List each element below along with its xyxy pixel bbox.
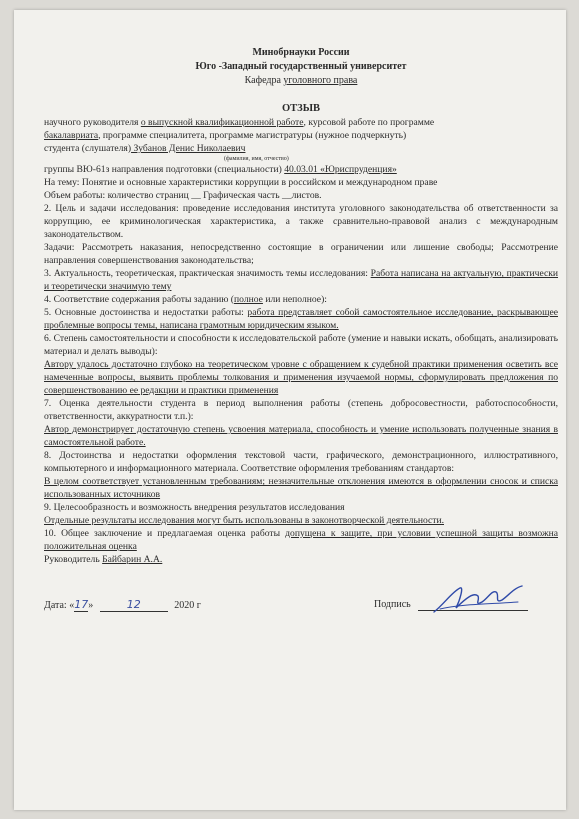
signature-label: Подпись bbox=[374, 599, 411, 610]
date-signature-row bbox=[44, 576, 558, 616]
university-heading: Юго -Западный государственный университет bbox=[195, 61, 407, 72]
student-name-note: (фамилия, имя, отчество) bbox=[224, 156, 289, 162]
section-4-compliance: 4. Соответствие содержания работы заданию (полное или неполное): bbox=[44, 294, 327, 305]
section-6-question: 6. Степень самостоятельности и способности к исследовательской работе (умение и навыки искать, обобщать, анализировать материал и делать выводы): bbox=[44, 333, 558, 357]
section-5-merits: 5. Основные достоинства и недостатки работы: работа представляет собой самостоятельное исследование, раскрывающее проблемные вопросы темы, написана грамотным юридическим языком. bbox=[44, 307, 558, 331]
section-tasks: Задачи: Рассмотреть наказания, непосредственно состоящие в ограничении или лишение свободы; Рассмотрение направления совершенствования законодательства; bbox=[44, 242, 558, 266]
line-group: группы ВЮ-61з направления подготовки (специальности) 40.03.01 «Юриспруденция» bbox=[44, 164, 397, 175]
ministry-heading: Минобрнауки России bbox=[252, 47, 350, 58]
date-month: 12 bbox=[100, 598, 168, 612]
section-8-answer: В целом соответствует установленным требованиям; незначительные отклонения имеются в оформлении сносок и списка использованных источников bbox=[44, 476, 558, 500]
line-student: студента (слушателя) Зубанов Денис Николаевич bbox=[44, 143, 246, 154]
handwritten-signature bbox=[430, 582, 526, 616]
section-2-goals: 2. Цель и задачи исследования: проведение исследования института уголовного законодательства об ответственности за коррупцию, ее криминологическая характеристика, а также сравнительно-правовой анализ с международным законодательством. bbox=[44, 203, 558, 240]
section-9-answer: Отдельные результаты исследования могут быть использованы в законотворческой деятельности. bbox=[44, 515, 444, 526]
section-7-question: 7. Оценка деятельности студента в период выполнения работы (степень добросовестности, работоспособности, ответственности, аккуратности т.п.): bbox=[44, 398, 558, 422]
document-sheet bbox=[14, 10, 566, 810]
document-body bbox=[44, 46, 558, 616]
document-title: ОТЗЫВ bbox=[281, 103, 321, 114]
section-9-question: 9. Целесообразность и возможность внедрения результатов исследования bbox=[44, 502, 345, 513]
section-3-relevance: 3. Актуальность, теоретическая, практическая значимость темы исследования: Работа написана на актуальную, практически и теоретически значимую тему bbox=[44, 268, 559, 292]
section-7-answer: Автор демонстрирует достаточную степень усвоения материала, способность и умение использовать полученные знания в самостоятельной работе. bbox=[44, 424, 558, 448]
line-volume: Объем работы: количество страниц __ Графическая часть __листов. bbox=[44, 190, 322, 201]
line-reviewer-type: научного руководителя о выпускной квалификационной работе, курсовой работе по программе bbox=[44, 117, 435, 128]
department-heading: Кафедра уголовного права bbox=[244, 75, 358, 86]
section-6-answer: Автору удалось достаточно глубоко на теоретическом уровне с обращением к судебной практики применения осветить все намеченные вопросы, выявить проблемы толкования и применения изучаемой нормы, сформулировать предложения по совершенствованию ее редакции и практики применения bbox=[44, 359, 558, 396]
date-field: Дата: «17» 12 2020 г bbox=[44, 598, 201, 611]
section-8-question: 8. Достоинства и недостатки оформления текстовой части, графического, демонстрационного, иллюстративного, компьютерного и информационного материала. Соответствие оформления требованиям стандартов: bbox=[44, 450, 558, 474]
date-day: 17 bbox=[74, 598, 89, 611]
section-10-conclusion: 10. Общее заключение и предлагаемая оценка работы допущена к защите, при условии успешной защиты возможна положительная оценка bbox=[44, 528, 558, 552]
date-year: 2020 г bbox=[174, 600, 201, 611]
supervisor-line: Руководитель Байбарин А.А. bbox=[44, 554, 163, 565]
line-program-type: бакалавриата, программе специалитета, программе магистратуры (нужное подчеркнуть) bbox=[44, 130, 407, 141]
line-topic: На тему: Понятие и основные характеристики коррупции в российском и международном праве bbox=[44, 177, 438, 188]
